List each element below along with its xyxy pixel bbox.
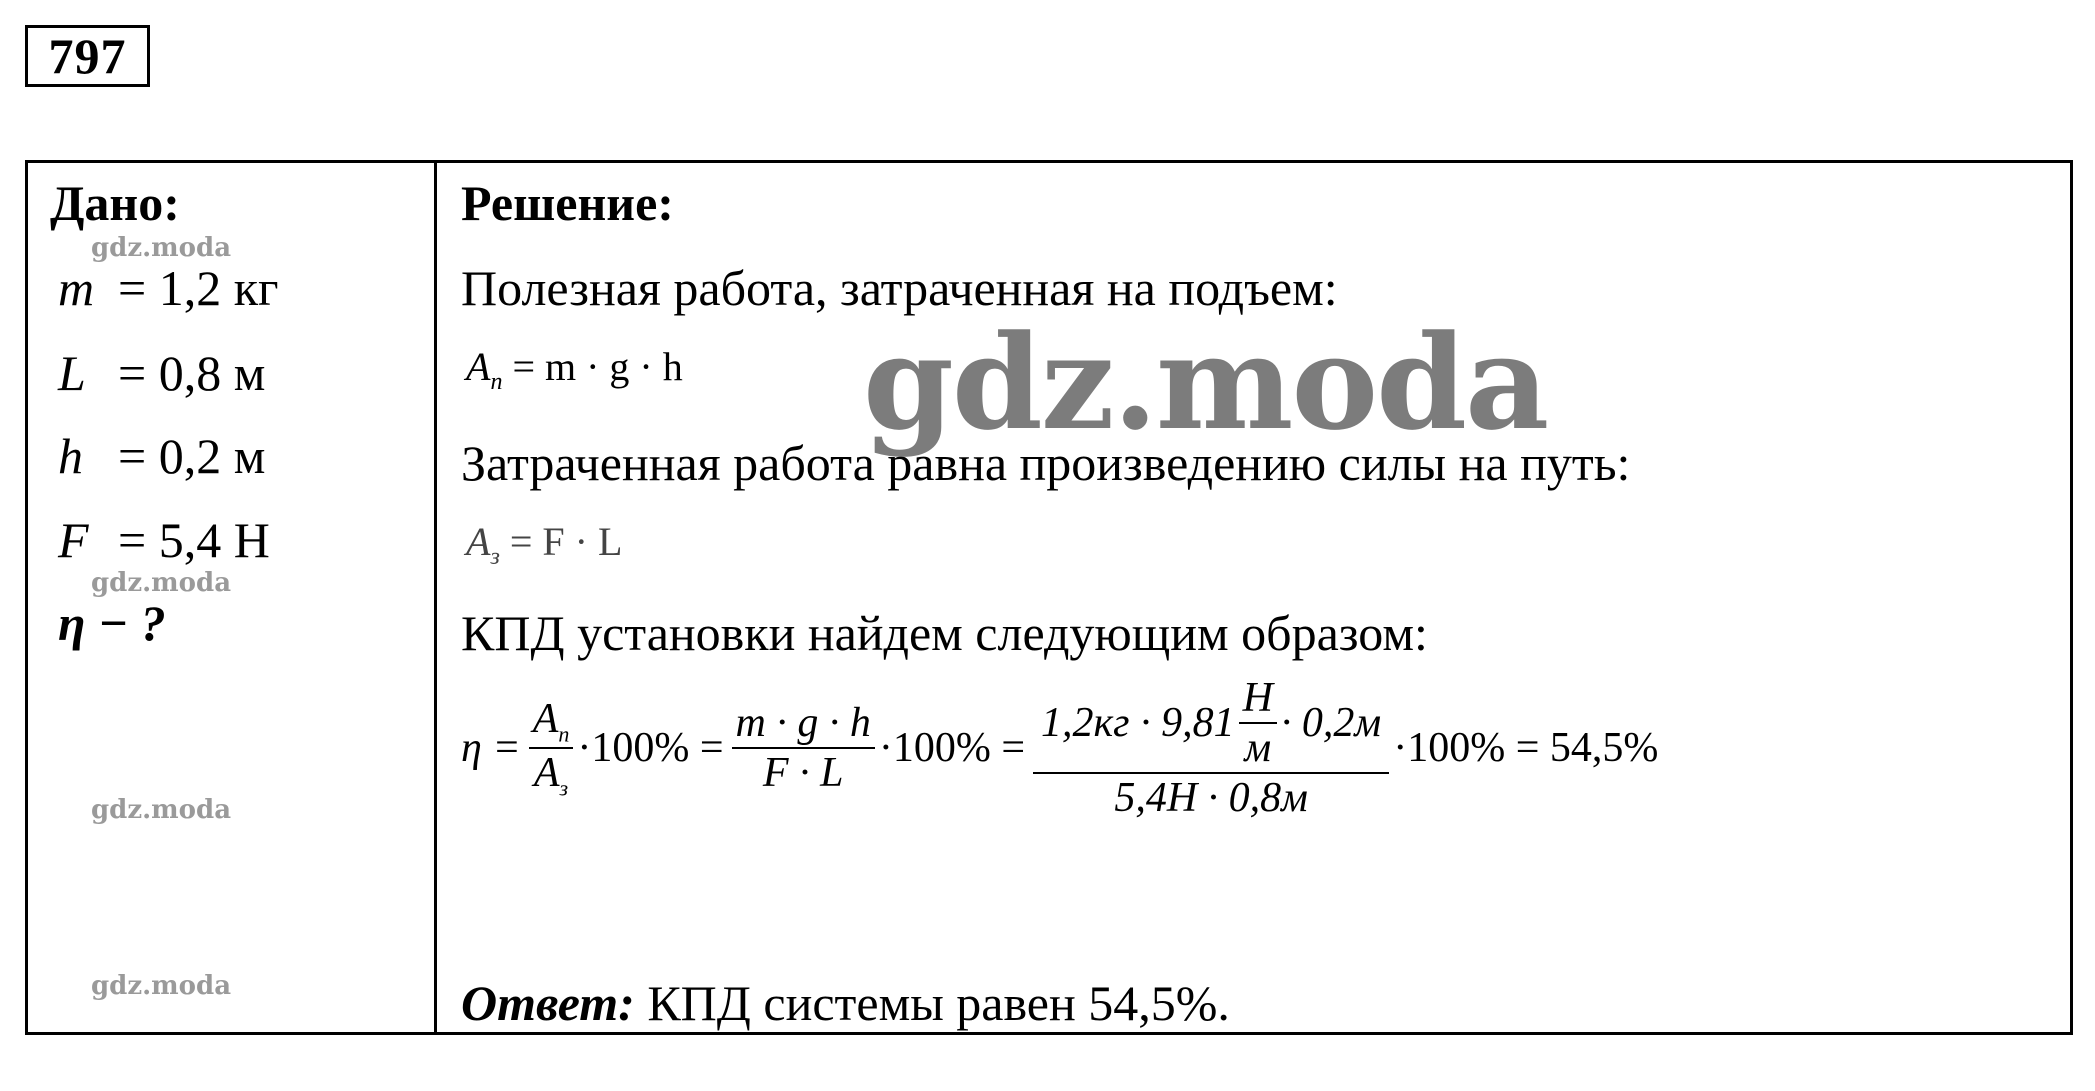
answer-label: Ответ: [461, 975, 635, 1031]
formula-rhs: = m · g · h [512, 344, 683, 389]
given-heading: Дано: [50, 175, 180, 231]
fraction-formula [732, 699, 875, 797]
given-length [58, 343, 265, 403]
given-height [58, 426, 265, 486]
eq-eta: η = [461, 725, 521, 771]
fraction-numerator [529, 695, 574, 749]
given-var: m [58, 260, 95, 316]
num-sub: п [558, 721, 570, 746]
given-mass [58, 258, 279, 318]
formula-spent-work [466, 518, 622, 581]
watermark-large: gdz.moda [863, 306, 1548, 459]
formula-rhs: = F · L [509, 519, 623, 564]
given-value: = 0,8 м [118, 345, 266, 401]
watermark-small: gdz.moda [91, 971, 232, 1001]
column-divider [434, 163, 437, 1032]
fraction-work-ratio [529, 695, 574, 802]
fraction-denominator [529, 749, 574, 801]
fraction-numerator: m · g · h [732, 699, 875, 749]
formula-lhs: A [466, 519, 491, 564]
formula-useful-work [466, 343, 683, 406]
solution-heading: Решение: [461, 175, 674, 231]
answer-line [461, 973, 1230, 1033]
solution-table [25, 160, 2073, 1035]
eq-result: ·100% = 54,5% [1393, 725, 1659, 771]
den-base: A [533, 750, 560, 796]
formula-sub: з [490, 544, 500, 570]
fraction-numerator [1033, 674, 1389, 774]
unit-denominator: м [1244, 725, 1272, 771]
fraction-denominator: F · L [762, 750, 844, 796]
given-value: = 0,2 м [118, 428, 266, 484]
efficiency-equation [461, 675, 1659, 821]
solution-text-spent-work: Затраченная работа равна произведению силы на путь: [461, 435, 1631, 491]
given-value: = 5,4 Н [118, 512, 270, 568]
eq-mult-2: ·100% = [878, 725, 1026, 771]
watermark-small: gdz.moda [91, 233, 232, 263]
num-base: A [532, 695, 559, 742]
den-sub: з [559, 775, 569, 801]
num-post: · 0,2м [1280, 700, 1382, 746]
given-var: h [58, 428, 83, 484]
formula-sub: п [490, 369, 503, 395]
fraction-denominator: 5,4Н · 0,8м [1114, 775, 1308, 821]
given-value: = 1,2 кг [118, 260, 279, 316]
eq-mult-1: ·100% = [577, 725, 724, 771]
fraction-unit [1239, 674, 1277, 772]
formula-lhs: A [466, 344, 491, 389]
given-var: L [58, 345, 86, 401]
fraction-numeric [1033, 674, 1389, 822]
solution-text-efficiency: КПД установки найдем следующим образом: [461, 605, 1428, 661]
given-var: F [58, 512, 89, 568]
given-unknown: η − ? [58, 595, 166, 651]
num-pre: 1,2кг · 9,81 [1041, 700, 1235, 746]
solution-text-useful-work: Полезная работа, затраченная на подъем: [461, 260, 1338, 316]
given-force [58, 510, 270, 570]
problem-number: 797 [25, 25, 150, 87]
answer-text: КПД системы равен 54,5%. [634, 975, 1230, 1031]
watermark-small: gdz.moda [91, 795, 232, 825]
watermark-small: gdz.moda [91, 568, 232, 598]
unit-numerator: Н [1239, 674, 1277, 724]
